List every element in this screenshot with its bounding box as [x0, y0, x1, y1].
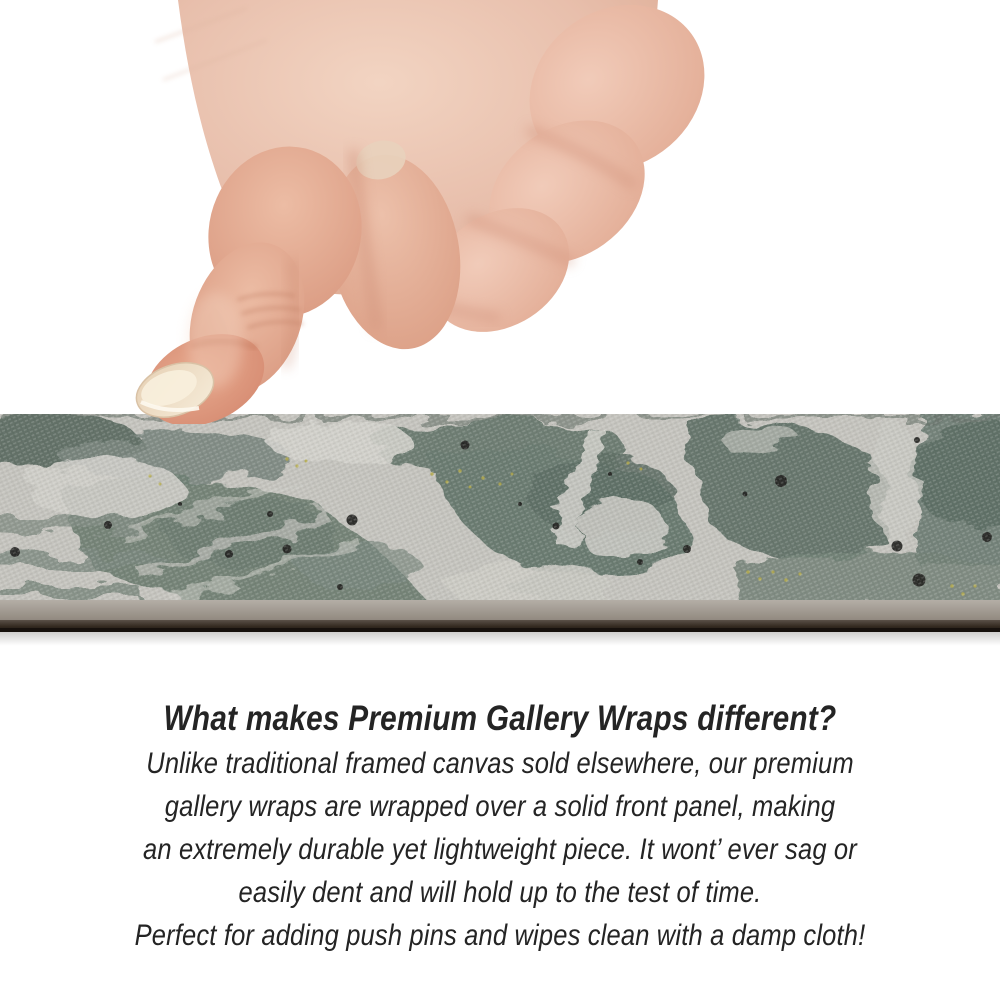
info-body-line: Unlike traditional framed canvas sold elsewhere, our premium	[146, 747, 854, 780]
info-body-line: easily dent and will hold up to the test of time.	[238, 876, 762, 909]
canvas-side-band	[0, 600, 1000, 622]
hand-pressing-photo	[95, 0, 725, 424]
canvas-strip-shadow	[0, 632, 1000, 648]
canvas-strip-photo	[0, 414, 1000, 632]
thumb	[129, 130, 380, 424]
info-heading: What makes Premium Gallery Wraps different?	[163, 699, 837, 738]
info-section	[75, 700, 925, 957]
canvas-edge-line	[0, 628, 1000, 632]
canvas-grain	[0, 414, 1000, 632]
info-body-line: gallery wraps are wrapped over a solid front panel, making	[164, 790, 836, 823]
info-body-line: Perfect for adding push pins and wipes clean with a damp cloth!	[134, 919, 866, 952]
info-body-line: an extremely durable yet lightweight piece. It wont’ ever sag or	[143, 833, 857, 866]
